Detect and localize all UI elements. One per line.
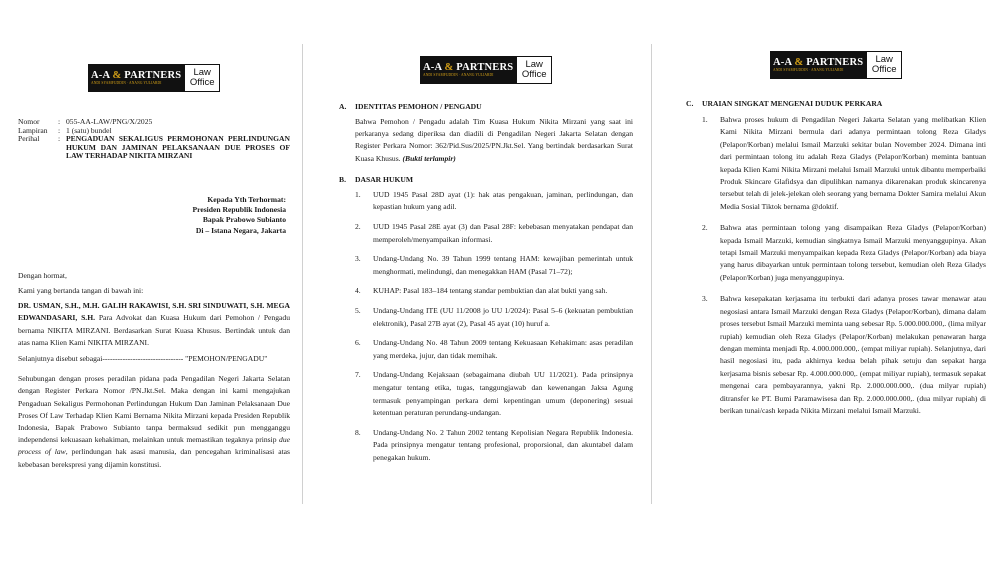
case-chronology-list: [686, 114, 986, 417]
document-page-2: [305, 44, 652, 504]
firm-logo: A-A & PARTNERS ANDI SYAMFUDDIN · ANANG YULIARDI Law Office: [770, 51, 902, 79]
list-item: 8. Undang-Undang No. 2 Tahun 2002 tentang Kepolisian Negara Republik Indonesia. Pada prinsipnya mengatur tentang profesional, proporsional, dan akuntabel dalam penegakan hukum.: [355, 427, 633, 462]
recipient-address: Kepada Yth Terhormat: Presiden Republik Indonesia Bapak Prabowo Subianto Di – Istana Negara, Jakarta: [192, 194, 286, 235]
section-a-text: Bahwa Pemohon / Pengadu adalah Tim Kuasa Hukum Nikita Mirzani yang saat ini perkaranya sedang diperiksa dan diadili di Pengadilan Negeri Jakarta Selatan dengan Register Perkara Nomor: 362/Pid.Sus/2025/PN.Jkt.Sel. Yang bertindak berdasarkan Surat Kuasa Khusus. (Bukti terlampir): [355, 117, 633, 163]
list-item: 4. KUHAP: Pasal 183–184 tentang standar pembuktian dan alat bukti yang sah.: [355, 286, 608, 296]
document-page-1: [0, 44, 303, 504]
section-a-heading: A. IDENTITAS PEMOHON / PENGADU: [339, 102, 482, 111]
list-item: 3. Bahwa kesepakatan kerjasama itu terbukti dari adanya proses tawar menawar atau negosiasi antara Ismail Marzuki dengan Reza Gladys (Pelapor/Korban), dimana dalam proses tersebut Ismail Marzuki meminta uang sebesar Rp. 5.000.000.000,. (lima milyar rupiah) kemudian oleh Reza Gladys (Pelapor/Korban) melakukan penawaran harga dengan meminta menjadi Rp. 4.000.000.000,. (empat miliyar rupiah). Selanjutnya, dari hasil negosiasi itu, pada akhirnya kedua belah pihak setuju dan sepakat harga kerjasama bisnis sebesar Rp. 4.000.000.000,. (empat miliyar rupiah), termasuk sepakat mengenai cara pembayarannya, yakni Rp. 2.000.000.000,. (dua milyar rupiah) ditransfer ke PT. Bumi Paramawisesa dan Rp. 2.000.000.000,. (dua milyar rupiah) di berikan tunai/cash kepada Nikita Mirzani melalui Ismail Marzuki.: [702, 294, 986, 415]
legal-basis-list: [339, 189, 633, 465]
firm-logo: A-A & PARTNERS ANDI SYAMFUDDIN · ANANG YULIARDI Law Office: [420, 56, 552, 84]
section-c-heading: C. URAIAN SINGKAT MENGENAI DUDUK PERKARA: [686, 99, 883, 108]
list-item: 3. Undang-Undang No. 39 Tahun 1999 tentang HAM: kewajiban pemerintah untuk menghormati, melindungi, dan menegakkan HAM (Pasal 71–72);: [355, 254, 633, 276]
list-item: 7. Undang-Undang Kejaksaan (sebagaimana diubah UU 11/2021). Pada prinsipnya mengatur tentang etika, tugas, tanggungjawab dan kewenangan Jaksa Agung termasuk penyampingan perkara demi kepentingan umum (deponering) sesuai ketentuan peraturan perundang-undangan.: [355, 370, 633, 418]
list-item: 2. UUD 1945 Pasal 28E ayat (3) dan Pasal 28F: kebebasan menyatakan pendapat dan memperoleh/menyampaikan informasi.: [355, 222, 633, 244]
intro-paragraph: Sehubungan dengan proses peradilan pidana pada Pengadilan Negeri Jakarta Selatan dengan Register Perkara Nomor /PN.Jkt.Sel. Maka dengan ini kami mengajukan Pengaduan Sekaligus Permohonan Perlindungan Hukum Dan Jaminan Pelaksanaan Due Proses Of Law Terhadap Klien Kami Bernama Nikita Mirzani kepada Presiden Republik Indonesia, Bapak Prabowo Subianto tanpa bermaksud sedikit pun mengganggu independensi kekuasaan kehakiman, melainkan untuk memastikan tegaknya prinsip due process of law, perlindungan hak asasi manusia, dan pencegahan kriminalisasi atas kebebasan berekspresi yang dijamin konstitusi.: [18, 374, 291, 469]
list-item: 2. Bahwa atas permintaan tolong yang disampaikan Reza Gladys (Pelapor/Korban) kepada Ismail Marzuki, kemudian singkatnya Ismail Marzuki menyanggupinya. Akan tetapi Ismail Marzuki menyampaikan kepada Reza Gladys (Pelapor/Korban) ada biaya yang harus dibayarkan untuk permintaan tolong tersebut, kemudian oleh Reza Gladys (Pelapor/Korban) juga menyanggupinya.: [702, 223, 986, 282]
list-item: 6. Undang-Undang No. 48 Tahun 2009 tentang Kekuasaan Kehakiman: asas peradilan yang merdeka, jujur, dan tidak memihak.: [355, 338, 633, 360]
greeting: Dengan hormat,: [18, 270, 67, 280]
designation-line: Selanjutnya disebut sebagai-------------------------------- "PEMOHON/PENGADU": [18, 354, 268, 363]
signed-intro: Kami yang bertanda tangan di bawah ini:: [18, 285, 144, 295]
firm-logo: A-A & PARTNERS ANDI SYAMFUDDIN · ANANG YULIARDI Law Office: [88, 64, 220, 92]
list-item: 1. UUD 1945 Pasal 28D ayat (1): hak atas pengakuan, jaminan, perlindungan, dan kepastian hukum yang adil.: [355, 189, 633, 212]
section-b-heading: B. DASAR HUKUM: [339, 174, 414, 184]
letter-meta: Nomor : 055-AA-LAW/PNG/X/2025 Lampiran : 1 (satu) bundel Perihal : PENGADUAN SEKALIGUS PERMOHONAN PERLINDUNGAN HUKUM DAN JAMINAN PELAKSANAAN DUE PROSES OF LAW TERHADAP NIKITA MIRZANI: [18, 117, 290, 161]
document-page-3: [654, 44, 1000, 504]
list-item: 1. Bahwa proses hukum di Pengadilan Negeri Jakarta Selatan yang melibatkan Klien Kami Nikita Mirzani bermula dari adanya permintaan tolong Reza Gladys (Pelapor/Korban) melalui Ismail Marzuki sekitar bulan November 2024. Dimana inti dari permintaan tolong itu adalah Reza Gladys (Pelapor/Korban) meminta bantuan kepada Klien Kami Nikita Mirzani melalui Ismail Marzuki untuk dibantu memperbaiki Produk Skincare Glafidsya dan dipulihkan namanya dikarenakan produk skincarenya tersebut telah di jelek-jelekan oleh seorang yang bernama Dokter Samira melalui Akun Media Sosial Tiktok bernama @doktif.: [702, 115, 986, 211]
list-item: 5. Undang-Undang ITE (UU 11/2008 jo UU 1/2024): Pasal 5–6 (kekuatan pembuktian elektronik), Pasal 27B ayat (2), Pasal 45 ayat (10) huruf a.: [355, 305, 633, 328]
advocates-paragraph: DR. USMAN, S.H., M.H. GALIH RAKAWISI, S.H. SRI SINDUWATI, S.H. MEGA EDWANDASARI, S.H. Para Advokat dan Kuasa Hukum dari Pemohon / Pengadu bernama NIKITA MIRZANI. Berdasarkan Surat Kuasa Khusus. Bertindak untuk dan atas nama Klien Kami NIKITA MIRZANI.: [18, 301, 290, 347]
